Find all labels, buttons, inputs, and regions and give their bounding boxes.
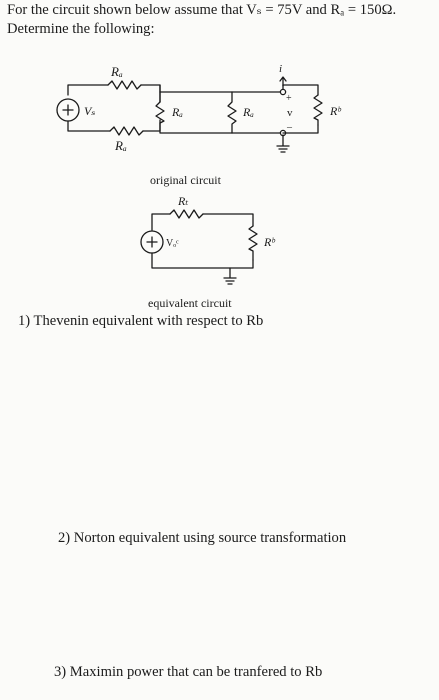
mid-wire [232,85,283,92]
label-ra-bottom: Rₐ [115,138,127,153]
problem-line-1: For the circuit shown below assume that Vₛ = 75V and Rₐ = 150Ω. [7,2,397,18]
question-2: 2) Norton equivalent using source transformation [58,530,347,546]
label-current: i [279,63,283,75]
label-ra-mid1: Rₐ [172,105,183,119]
caption-original-circuit: original circuit [150,173,221,187]
source-plus-sign [63,105,73,115]
label-rb-eq: Rᵇ [264,235,275,249]
label-voc: Vₒᶜ [166,238,179,249]
equivalent-circuit [141,210,257,284]
eq-top-wire-right [203,214,253,226]
label-voltage: v [287,107,293,119]
label-plus: + [286,93,292,104]
label-minus: – [287,122,292,133]
question-3: 3) Maximin power that can be tranfered to Rb [54,664,323,680]
top-wire [68,85,108,95]
eq-ground-symbol [224,268,236,284]
bottom-wire-right [143,120,160,131]
resistor-rt [170,210,203,218]
terminal-top [280,89,285,94]
resistor-rb [314,95,322,125]
ground-symbol [277,135,289,152]
voc-plus-sign [147,237,157,247]
question-1: 1) Thevenin equivalent with respect to Rb [18,313,264,329]
top-wire-right [141,85,160,102]
lower-bus-h [160,123,232,133]
resistor-ra-top [108,81,141,89]
caption-equivalent-circuit: equivalent circuit [148,296,232,310]
label-ra-mid2: Rₐ [243,105,254,119]
label-rb: Rᵇ [330,104,341,118]
eq-bottom-wire [152,253,253,268]
original-circuit [57,77,322,152]
bottom-wire [68,121,110,131]
label-rt: Rₜ [178,194,189,208]
resistor-ra-bottom [110,127,143,135]
problem-line-2: Determine the following: [7,21,155,37]
eq-top-wire [152,214,170,230]
resistor-ra-mid2 [228,92,236,133]
label-ra-top: Rₐ [111,64,123,79]
resistor-rb-eq [249,226,257,260]
label-vs: Vₛ [84,104,96,118]
